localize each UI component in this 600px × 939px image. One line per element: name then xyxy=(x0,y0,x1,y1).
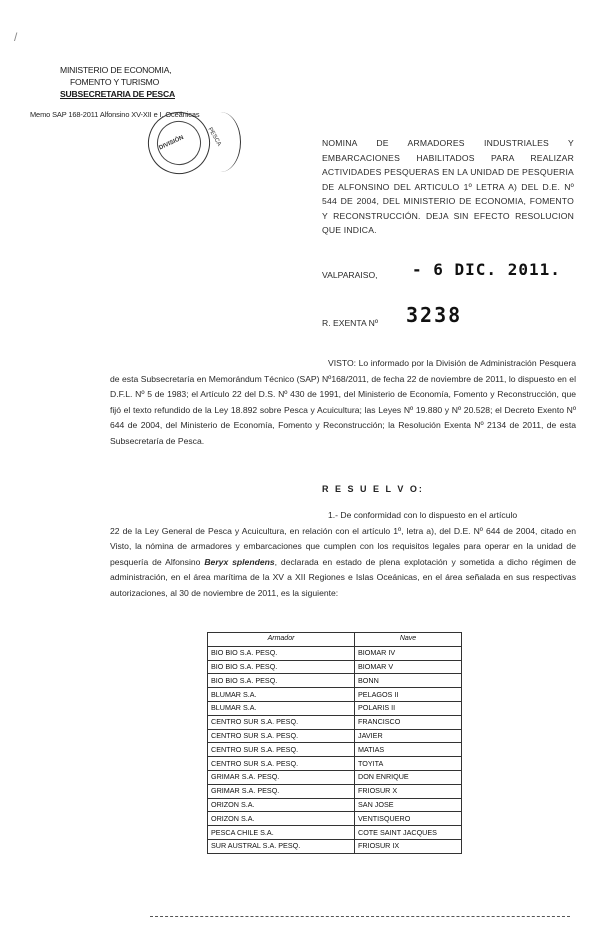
subsecretaria-name: SUBSECRETARIA DE PESCA xyxy=(60,89,175,99)
table-row xyxy=(208,674,462,688)
nave-cell: PELAGOS II xyxy=(355,688,462,702)
nave-cell: POLARIS II xyxy=(355,701,462,715)
nave-cell: DON ENRIQUE xyxy=(355,770,462,784)
armador-cell: BLUMAR S.A. xyxy=(208,688,355,702)
margin-mark: / xyxy=(14,30,18,44)
table-row xyxy=(208,839,462,853)
article-text: 22 de la Ley General de Pesca y Acuicultura, en relación con el artículo 1º, letra a), del D.E. Nº 644 de 2004, citado en Visto, la nómina de armadores y embarcaciones que cumplen con los requisitos legales para operar en la unidad de pesquería de Alfonsino xyxy=(110,525,576,567)
armador-cell: ORIZON S.A. xyxy=(208,812,355,826)
ships-table-body xyxy=(208,646,462,853)
armador-cell: BIO BIO S.A. PESQ. xyxy=(208,646,355,660)
armador-cell: CENTRO SUR S.A. PESQ. xyxy=(208,757,355,771)
article-lead: 1.- De conformidad con lo dispuesto en el artículo xyxy=(328,510,518,520)
ships-table-wrapper xyxy=(207,632,462,854)
table-row xyxy=(208,770,462,784)
armador-cell: BLUMAR S.A. xyxy=(208,701,355,715)
stamp-text: DIVISIÓN xyxy=(158,134,185,152)
header-nave: Nave xyxy=(355,633,462,647)
ships-table xyxy=(207,632,462,854)
armador-cell: ORIZON S.A. xyxy=(208,798,355,812)
armador-cell: BIO BIO S.A. PESQ. xyxy=(208,660,355,674)
nave-cell: TOYITA xyxy=(355,757,462,771)
stamp-partial-text: PESCA xyxy=(206,126,222,148)
document-title: NOMINA DE ARMADORES INDUSTRIALES Y EMBARCACIONES HABILITADOS PARA REALIZAR ACTIVIDADES PESQUERAS EN LA UNIDAD DE PESQUERIA DE ALFONSINO DEL ARTICULO 1º LETRA A) DEL D.E. Nº 544 DE 2004, DEL MINISTERIO DE ECONOMIA, FOMENTO Y RECONSTRUCCIÓN. DEJA SIN EFECTO RESOLUCION QUE INDICA. xyxy=(322,138,574,235)
table-row xyxy=(208,757,462,771)
nave-cell: BIOMAR IV xyxy=(355,646,462,660)
table-header-row xyxy=(208,633,462,647)
table-row xyxy=(208,715,462,729)
species-name: Beryx splendens xyxy=(204,556,275,567)
nave-cell: MATIAS xyxy=(355,743,462,757)
letterhead xyxy=(60,64,175,100)
armador-cell: PESCA CHILE S.A. xyxy=(208,826,355,840)
ministry-name: MINISTERIO DE ECONOMIA, xyxy=(60,65,172,75)
header-armador: Armador xyxy=(208,633,355,647)
resolution-number: 3238 xyxy=(406,303,463,327)
armador-cell: GRIMAR S.A. PESQ. xyxy=(208,784,355,798)
table-row xyxy=(208,826,462,840)
table-row xyxy=(208,798,462,812)
armador-cell: CENTRO SUR S.A. PESQ. xyxy=(208,715,355,729)
nave-cell: VENTISQUERO xyxy=(355,812,462,826)
nave-cell: SAN JOSE xyxy=(355,798,462,812)
resuelvo-heading: R E S U E L V O: xyxy=(322,484,424,494)
resolution-label: R. EXENTA Nº xyxy=(322,318,378,328)
table-row xyxy=(208,812,462,826)
place-label: VALPARAISO, xyxy=(322,270,378,280)
nave-cell: BONN xyxy=(355,674,462,688)
nave-cell: FRANCISCO xyxy=(355,715,462,729)
table-row xyxy=(208,646,462,660)
table-row xyxy=(208,701,462,715)
nave-cell: COTE SAINT JACQUES xyxy=(355,826,462,840)
armador-cell: SUR AUSTRAL S.A. PESQ. xyxy=(208,839,355,853)
visto-paragraph: VISTO: Lo informado por la División de Administración Pesquera de esta Subsecretaría en Memorándum Técnico (SAP) Nº168/2011, de fecha 22 de noviembre de 2011, lo dispuesto en el D.F.L. Nº 5 de 1983; el Artículo 22 del D.S. Nº 430 de 1991, del Ministerio de Economía, Fomento y Reconstrucción, que fijó el texto refundido de la Ley 18.892 sobre Pesca y Acuicultura; las Leyes Nº 19.880 y Nº 20.528; el Decreto Exento Nº 644 de 2004, del Ministerio de Economía, Fomento y Reconstrucción; la Resolución Exenta Nº 2134 de 2011, de esta Subsecretaría de Pesca. xyxy=(110,358,576,446)
table-row xyxy=(208,660,462,674)
armador-cell: GRIMAR S.A. PESQ. xyxy=(208,770,355,784)
table-row xyxy=(208,784,462,798)
footer-dashed-line xyxy=(150,916,570,917)
armador-cell: BIO BIO S.A. PESQ. xyxy=(208,674,355,688)
memo-reference: Memo SAP 168-2011 Alfonsino XV-XII e I. Oceánicas xyxy=(30,110,200,119)
table-row xyxy=(208,743,462,757)
nave-cell: FRIOSUR X xyxy=(355,784,462,798)
table-row xyxy=(208,688,462,702)
date-stamp: - 6 DIC. 2011. xyxy=(412,260,561,279)
nave-cell: JAVIER xyxy=(355,729,462,743)
table-row xyxy=(208,729,462,743)
ministry-name-2: FOMENTO Y TURISMO xyxy=(70,77,160,87)
nave-cell: BIOMAR V xyxy=(355,660,462,674)
armador-cell: CENTRO SUR S.A. PESQ. xyxy=(208,729,355,743)
stamp-partial xyxy=(200,112,241,172)
resuelvo-article-1 xyxy=(110,508,576,601)
armador-cell: CENTRO SUR S.A. PESQ. xyxy=(208,743,355,757)
nave-cell: FRIOSUR IX xyxy=(355,839,462,853)
article-text-2: , declarada en estado de plena explotación y sometida a dicho régimen de administración, en el área marítima de la XV a XII Regiones e Islas Oceánicas, en el área señalada en sus respectivas autorizaciones, al 30 de noviembre de 2011, es la siguiente: xyxy=(110,556,577,598)
